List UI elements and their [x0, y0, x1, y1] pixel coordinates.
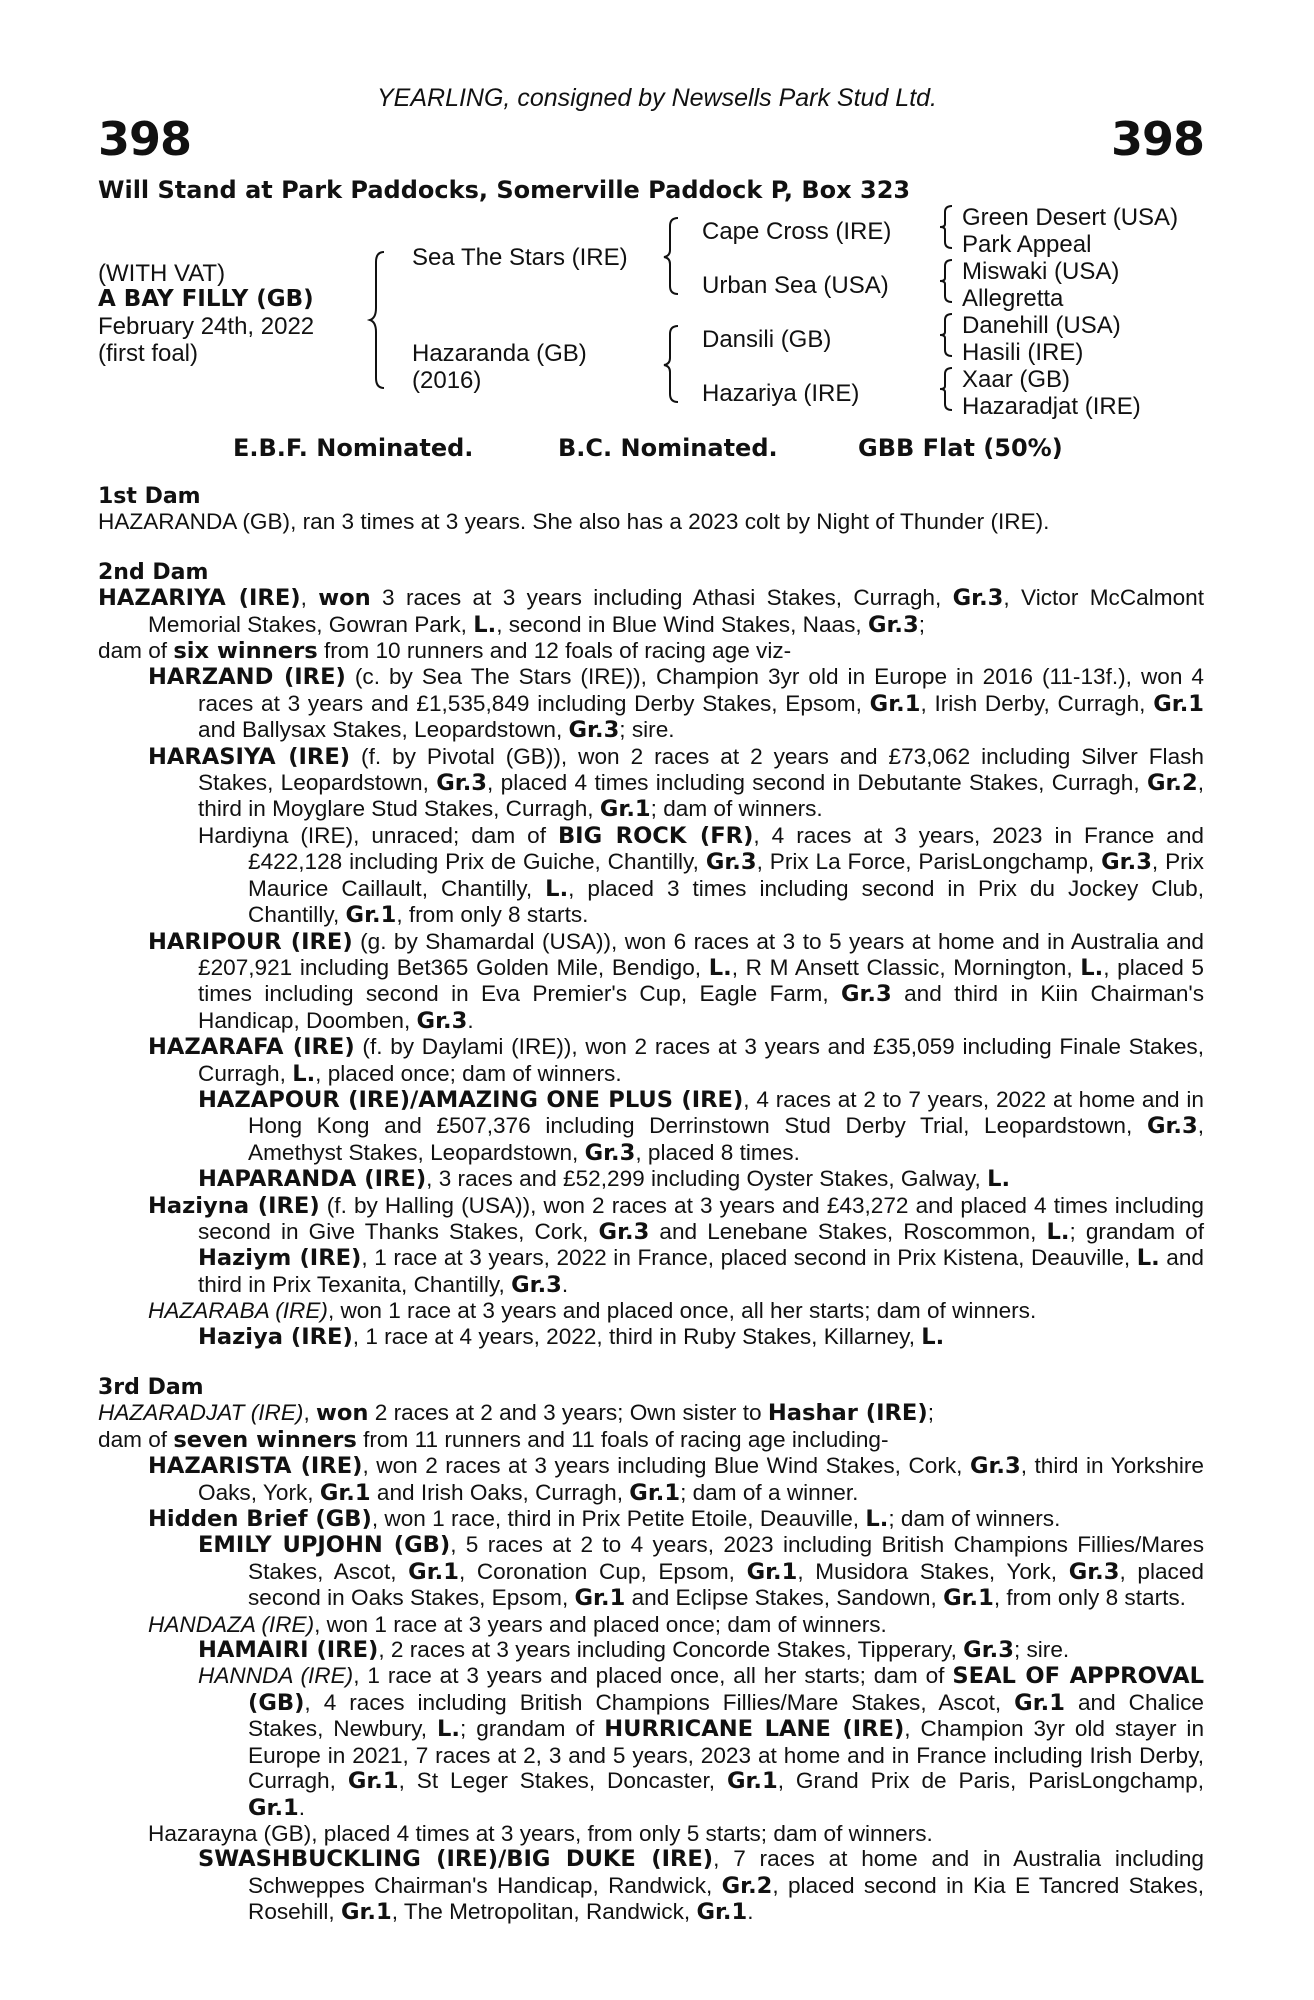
pedigree-entry: HAZAPOUR (IRE)/AMAZING ONE PLUS (IRE), 4 races at 2 to 7 years, 2022 at home and in Hong Kong and £507,376 including Derrinstown Stud Derby Trial, Leopardstown, Gr.3, Amethyst Stakes, Leopardstown, Gr.3, placed 8 times. — [198, 1086, 1204, 1166]
third-dam-heading: 3rd Dam — [98, 1375, 204, 1400]
dam: Hazaranda (GB) — [412, 340, 587, 367]
vat-note: (WITH VAT) — [98, 260, 226, 287]
g4: Allegretta — [962, 285, 1064, 312]
g1: Green Desert (USA) — [962, 204, 1179, 231]
foal-note: (first foal) — [98, 340, 199, 367]
pedigree-entry: HARZAND (IRE) (c. by Sea The Stars (IRE)), Champion 3yr old in Europe in 2016 (11-13f.), won 4 races at 3 years and £1,535,849 including Derby Stakes, Epsom, Gr.1, Irish Derby, Curragh, Gr.1 and Ballysax Stakes, Leopardstown, Gr.3; sire. — [148, 664, 1205, 744]
pedigree-entry: HAZARABA (IRE), won 1 race at 3 years and placed once, all her starts; dam of winners. — [148, 1298, 1037, 1324]
dam-year: (2016) — [412, 367, 482, 394]
pedigree-entry: HAPARANDA (IRE), 3 races and £52,299 including Oyster Stakes, Galway, L. — [198, 1166, 1011, 1193]
sire: Sea The Stars (IRE) — [412, 244, 628, 271]
pedigree-entry: HARASIYA (IRE) (f. by Pivotal (GB)), won 2 races at 2 years and £73,062 including Silver Flash Stakes, Leopardstown, Gr.3, placed 4 times including second in Debutante Stakes, Curragh, Gr.2, third in Moyglare Stud Stakes, Curragh, Gr.1; dam of winners. — [148, 743, 1204, 823]
sire-sire: Cape Cross (IRE) — [702, 218, 892, 245]
first-dam-text: HAZARANDA (GB), ran 3 times at 3 years. She also has a 2023 colt by Night of Thunder (IRE). — [98, 509, 1050, 535]
dam-sire: Dansili (GB) — [702, 326, 832, 353]
g7: Xaar (GB) — [962, 366, 1071, 393]
brace-g12 — [940, 204, 956, 250]
brace-dam — [664, 324, 684, 404]
pedigree-entry: Haziyna (IRE) (f. by Halling (USA)), won 2 races at 3 years and £43,272 and placed 4 times including second in Give Thanks Stakes, Cork, Gr.3 and Lenebane Stakes, Roscommon, L.; grandam of Haziym (IRE), 1 race at 3 years, 2022 in France, placed second in Prix Kistena, Deauville, L. and third in Prix Texanita, Chantilly, Gr.3. — [148, 1192, 1204, 1298]
g5: Danehill (USA) — [962, 312, 1121, 339]
horse-name: A BAY FILLY (GB) — [98, 286, 314, 312]
bc-nominated: B.C. Nominated. — [558, 434, 778, 462]
lot-number-right: 398 — [1110, 112, 1204, 166]
brace-g78 — [940, 366, 956, 412]
second-dam-entries — [98, 585, 1204, 1350]
foaling-date: February 24th, 2022 — [98, 313, 315, 340]
brace-g34 — [940, 258, 956, 304]
pedigree-entry: HANDAZA (IRE), won 1 race at 3 years and placed once; dam of winners. — [148, 1611, 887, 1637]
stand-location: Will Stand at Park Paddocks, Somerville Paddock P, Box 323 — [98, 176, 911, 204]
pedigree-entry: HAZARISTA (IRE), won 2 races at 3 years including Blue Wind Stakes, Cork, Gr.3, third in Yorkshire Oaks, York, Gr.1 and Irish Oaks, Curragh, Gr.1; dam of a winner. — [148, 1453, 1204, 1506]
pedigree-entry: HAMAIRI (IRE), 2 races at 3 years including Concorde Stakes, Tipperary, Gr.3; sire. — [198, 1637, 1070, 1664]
catalogue-body — [98, 484, 1204, 1926]
sire-dam: Urban Sea (USA) — [702, 272, 889, 299]
pedigree-entry: HAZARADJAT (IRE), won 2 races at 2 and 3 years; Own sister to Hashar (IRE); — [98, 1400, 934, 1427]
g6: Hasili (IRE) — [962, 339, 1084, 366]
pedigree-entry: Hardiyna (IRE), unraced; dam of BIG ROCK (FR), 4 races at 3 years, 2023 in France and £422,128 including Prix de Guiche, Chantilly, Gr.3, Prix La Force, ParisLongchamp, Gr.3, Prix Maurice Caillault, Chantilly, L., placed 3 times including second in Prix du Jockey Club, Chantilly, Gr.1, from only 8 starts. — [198, 822, 1204, 929]
lot-number-left: 398 — [98, 112, 192, 166]
pedigree-entry: HANNDA (IRE), 1 race at 3 years and placed once, all her starts; dam of SEAL OF APPROVAL (GB), 4 races including British Champions Fillies/Mare Stakes, Ascot, Gr.1 and Chalice Stakes, Newbury, L.; grandam of HURRICANE LANE (IRE), Champion 3yr old stayer in Europe in 2021, 7 races at 2, 3 and 5 years, 2023 at home and in France including Irish Derby, Curragh, Gr.1, St Leger Stakes, Doncaster, Gr.1, Grand Prix de Paris, ParisLongchamp, Gr.1. — [198, 1663, 1205, 1821]
ebf-nominated: E.B.F. Nominated. — [233, 434, 474, 462]
pedigree-entry: HARIPOUR (IRE) (g. by Shamardal (USA)), won 6 races at 3 to 5 years at home and in Australia and £207,921 including Bet365 Golden Mile, Bendigo, L., R M Ansett Classic, Mornington, L., placed 5 times including second in Eva Premier's Cup, Eagle Farm, Gr.3 and third in Kiin Chairman's Handicap, Doomben, Gr.3. — [148, 928, 1205, 1034]
pedigree-entry: dam of seven winners from 11 runners and 11 foals of racing age including- — [98, 1426, 889, 1453]
g2: Park Appeal — [962, 231, 1092, 258]
pedigree-entry: SWASHBUCKLING (IRE)/BIG DUKE (IRE), 7 races at home and in Australia including Schweppes Chairman's Handicap, Randwick, Gr.2, placed second in Kia E Tancred Stakes, Rosehill, Gr.1, The Metropolitan, Randwick, Gr.1. — [198, 1846, 1205, 1926]
gbb-flat: GBB Flat (50%) — [858, 434, 1063, 462]
pedigree-entry: HAZARAFA (IRE) (f. by Daylami (IRE)), won 2 races at 3 years and £35,059 including Finale Stakes, Curragh, L., placed once; dam of winners. — [148, 1034, 1204, 1087]
pedigree-entry: dam of six winners from 10 runners and 12 foals of racing age viz- — [98, 638, 792, 665]
pedigree-entry: EMILY UPJOHN (GB), 5 races at 2 to 4 years, 2023 including British Champions Fillies/Mares Stakes, Ascot, Gr.1, Coronation Cup, Epsom, Gr.1, Musidora Stakes, York, Gr.3, placed second in Oaks Stakes, Epsom, Gr.1 and Eclipse Stakes, Sandown, Gr.1, from only 8 starts. — [198, 1532, 1204, 1612]
brace-g56 — [940, 312, 956, 358]
brace-main — [370, 250, 390, 390]
third-dam-entries — [98, 1400, 1204, 1925]
g8: Hazaradjat (IRE) — [962, 393, 1141, 420]
consignment-line: YEARLING, consigned by Newsells Park Stud Ltd. — [377, 84, 937, 112]
first-dam-heading: 1st Dam — [98, 484, 201, 509]
second-dam-heading: 2nd Dam — [98, 559, 209, 585]
pedigree-entry: Hazarayna (GB), placed 4 times at 3 years, from only 5 starts; dam of winners. — [148, 1820, 933, 1846]
pedigree-entry: Haziya (IRE), 1 race at 4 years, 2022, third in Ruby Stakes, Killarney, L. — [198, 1323, 945, 1350]
pedigree-entry: HAZARIYA (IRE), won 3 races at 3 years including Athasi Stakes, Curragh, Gr.3, Victor McCalmont Memorial Stakes, Gowran Park, L., second in Blue Wind Stakes, Naas, Gr.3; — [98, 585, 1204, 638]
brace-sire — [664, 216, 684, 296]
dam-dam: Hazariya (IRE) — [702, 380, 860, 407]
pedigree-entry: Hidden Brief (GB), won 1 race, third in Prix Petite Etoile, Deauville, L.; dam of winners. — [148, 1506, 1061, 1533]
g3: Miswaki (USA) — [962, 258, 1120, 285]
